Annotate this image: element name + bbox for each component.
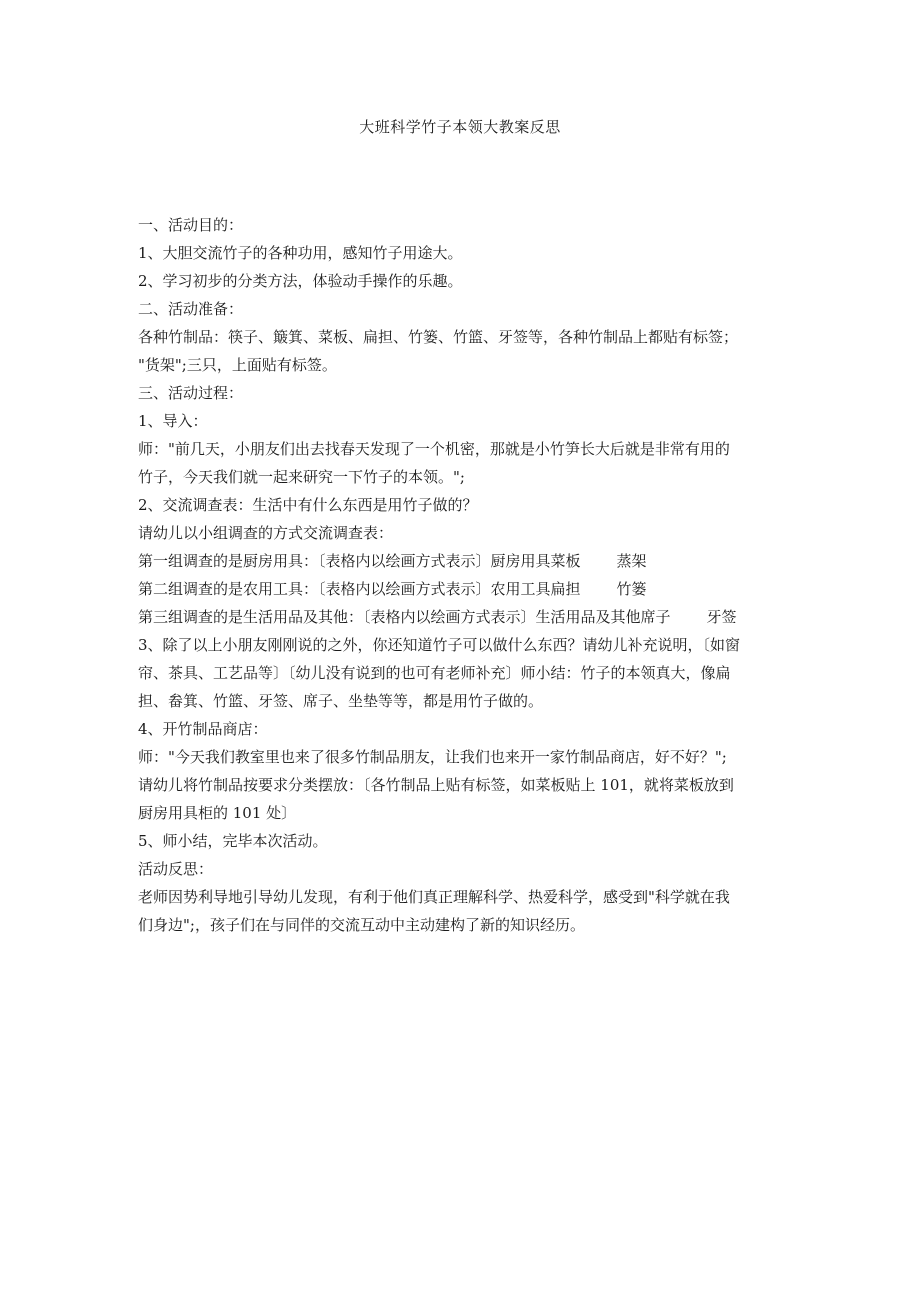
text-line: 1、导入： bbox=[138, 412, 208, 430]
text-line: 竹子，今天我们就一起来研究一下竹子的本领。"; bbox=[138, 468, 465, 486]
text-line: 厨房用具柜的 101 处〕 bbox=[138, 804, 297, 822]
group-row bbox=[138, 575, 786, 603]
text-line: 担、畚箕、竹篮、牙签、席子、坐垫等等，都是用竹子做的。 bbox=[138, 692, 544, 710]
text-line: 请幼儿将竹制品按要求分类摆放：〔各竹制品上贴有标签，如菜板贴上 101，就将菜板放到 bbox=[138, 776, 734, 794]
text-line: 老师因势利导地引导幼儿发现，有利于他们真正理解科学、热爱科学，感受到"科学就在我 bbox=[138, 888, 730, 906]
section-heading-goals: 一、活动目的： bbox=[138, 216, 244, 234]
section-heading-reflection: 活动反思： bbox=[138, 860, 214, 878]
document-body bbox=[138, 211, 786, 939]
text-line: 2、学习初步的分类方法，体验动手操作的乐趣。 bbox=[138, 272, 463, 290]
section-heading-shop: 4、开竹制品商店： bbox=[138, 720, 268, 738]
group-row-extra: 竹篓 bbox=[616, 580, 647, 598]
section-heading-process: 三、活动过程： bbox=[138, 384, 244, 402]
text-line: 5、师小结，完毕本次活动。 bbox=[138, 832, 328, 850]
section-heading-preparation: 二、活动准备： bbox=[138, 300, 244, 318]
text-line: 请幼儿以小组调查的方式交流调查表： bbox=[138, 524, 394, 542]
group-row-text: 第一组调查的是厨房用具：〔表格内以绘画方式表示〕厨房用具菜板 bbox=[138, 552, 581, 570]
text-line: 1、大胆交流竹子的各种功用，感知竹子用途大。 bbox=[138, 244, 463, 262]
text-line: 3、除了以上小朋友刚刚说的之外，你还知道竹子可以做什么东西？请幼儿补充说明，〔如窗 bbox=[138, 636, 741, 654]
text-line: 帘、茶具、工艺品等〕〔幼儿没有说到的也可有老师补充〕师小结：竹子的本领真大，像扁 bbox=[138, 664, 731, 682]
text-line: 师："今天我们教室里也来了很多竹制品朋友，让我们也来开一家竹制品商店，好不好？"; bbox=[138, 748, 727, 766]
text-line: 们身边";，孩子们在与同伴的交流互动中主动建构了新的知识经历。 bbox=[138, 916, 585, 934]
group-row-extra: 蒸架 bbox=[616, 552, 647, 570]
group-row-extra: 牙签 bbox=[706, 608, 737, 626]
text-line: 师："前几天，小朋友们出去找春天发现了一个机密，那就是小竹笋长大后就是非常有用的 bbox=[138, 440, 730, 458]
group-row bbox=[138, 603, 786, 631]
text-line: "货架";三只，上面贴有标签。 bbox=[138, 356, 337, 374]
text-line: 2、交流调查表：生活中有什么东西是用竹子做的？ bbox=[138, 496, 478, 514]
document-title: 大班科学竹子本领大教案反思 bbox=[359, 118, 561, 136]
group-row bbox=[138, 547, 786, 575]
group-row-text: 第二组调查的是农用工具：〔表格内以绘画方式表示〕农用工具扁担 bbox=[138, 580, 581, 598]
group-row-text: 第三组调查的是生活用品及其他：〔表格内以绘画方式表示〕生活用品及其他席子 bbox=[138, 608, 671, 626]
text-line: 各种竹制品：筷子、簸箕、菜板、扁担、竹篓、竹篮、牙签等，各种竹制品上都贴有标签； bbox=[138, 328, 739, 346]
